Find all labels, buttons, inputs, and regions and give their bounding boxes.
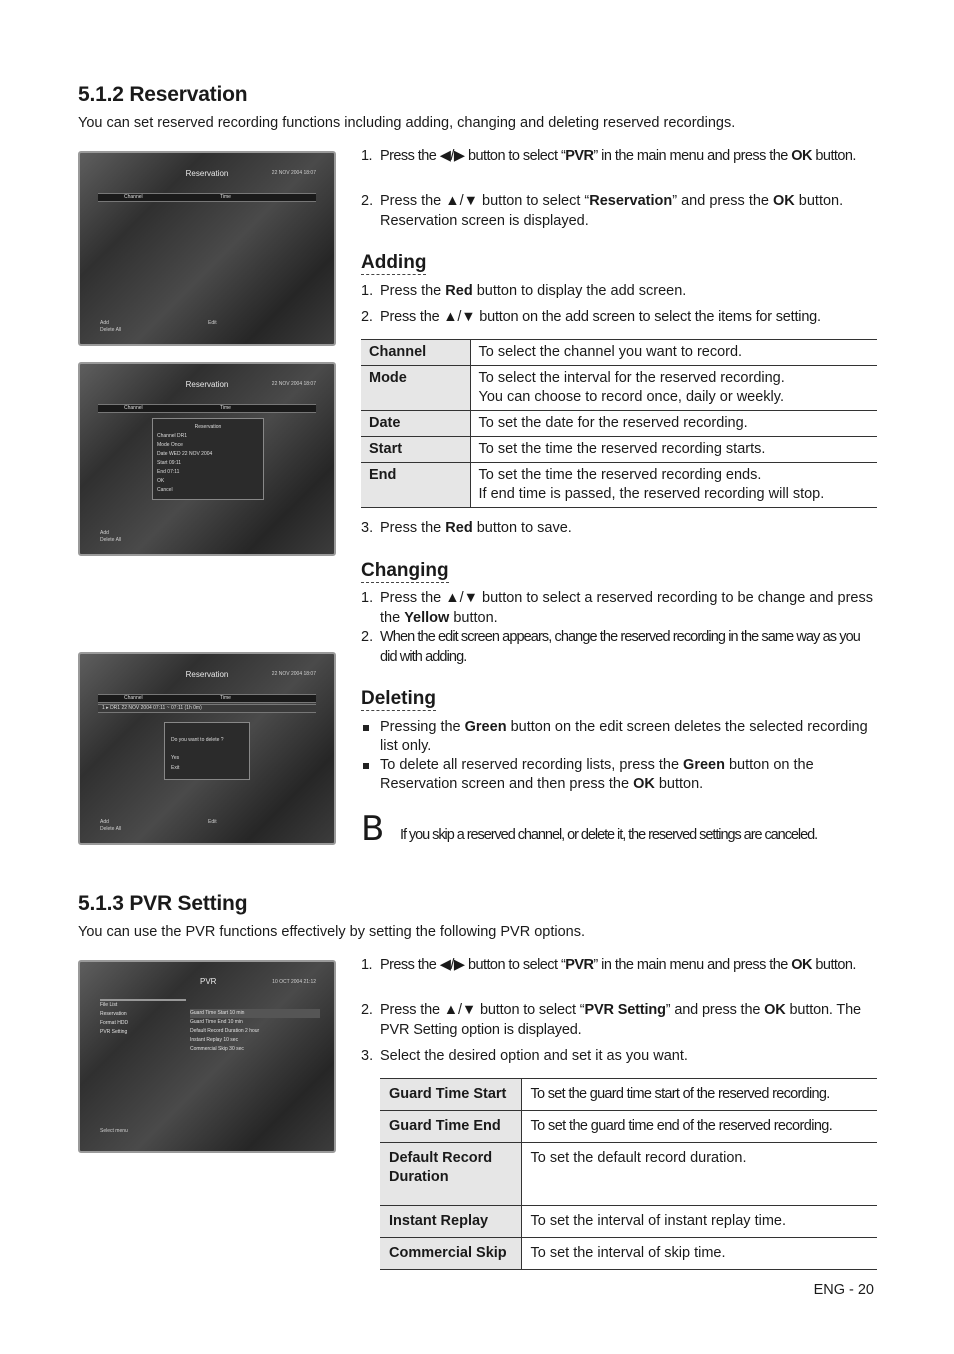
- table-value-line: To select the channel you want to record.: [478, 344, 743, 360]
- screen-col-time: Time: [220, 405, 231, 411]
- section-heading-reservation: 5.1.2 Reservation: [78, 83, 248, 106]
- pvr-step-1: [361, 956, 877, 976]
- table-row: [361, 340, 877, 366]
- table-value-line: To set the date for the reserved recording.: [478, 415, 748, 431]
- step-text: button.: [449, 609, 498, 626]
- step-text: When the edit screen appears, change the reserved recording in the same way as you did with adding.: [380, 629, 860, 665]
- table-value-line: You can choose to record once, daily or weekly.: [478, 389, 784, 405]
- table-row: [380, 1111, 877, 1143]
- pvr-step-2: [361, 1001, 877, 1040]
- step-number: 1.: [361, 590, 374, 606]
- bullet-bold: OK: [633, 776, 655, 792]
- step-number: 1.: [361, 283, 374, 299]
- reservation-step-2: [361, 192, 877, 231]
- screen-footer-add: Add: [100, 530, 109, 536]
- screen-title: Reservation: [185, 169, 229, 178]
- bullet-text: button on the Reservation screen and then press the: [380, 757, 814, 792]
- table-key: End: [361, 463, 470, 508]
- pvr-side-menu: [100, 999, 186, 1037]
- reservation-step-1: [361, 147, 877, 167]
- table-value: [470, 411, 877, 437]
- step-text: ” and press the: [672, 193, 774, 209]
- deleting-bullet-1: [361, 718, 877, 756]
- delete-confirm-dialog: [164, 722, 250, 780]
- step-text: Press the: [380, 520, 446, 536]
- table-key: Channel: [361, 340, 470, 366]
- reservation-screen-image: [78, 151, 336, 346]
- screen-list-row: 1 ▸ DR1 22 NOV 2004 07:11 ~ 07:11 (1h 0m): [98, 704, 316, 713]
- deleting-heading: Deleting: [361, 688, 436, 709]
- screen-ok-label: Edit: [208, 320, 217, 326]
- pvr-option-row: Instant Replay 10 sec: [190, 1037, 239, 1043]
- table-key: Instant Replay: [380, 1206, 521, 1238]
- reservation-intro: You can set reserved recording functions including adding, changing and deleting reserved recordings.: [78, 115, 736, 131]
- screen-column-bar: [98, 404, 316, 413]
- changing-step-1: [361, 589, 877, 628]
- add-dialog-row: Mode Once: [157, 442, 183, 448]
- screen-col-channel: Channel: [124, 194, 143, 200]
- screen-date: 22 NOV 2004 18:07: [271, 170, 316, 176]
- step-number: 3.: [361, 1048, 374, 1064]
- reservation-delete-screen-image: [78, 652, 336, 845]
- table-row: [361, 411, 877, 437]
- note-text: If you skip a reserved channel, or delete it, the reserved settings are canceled.: [400, 827, 818, 843]
- screen-footer-add: Add: [100, 819, 109, 825]
- table-value: To set the interval of skip time.: [521, 1238, 877, 1270]
- page-number: ENG - 20: [813, 1282, 874, 1298]
- step-bold: OK: [791, 148, 812, 164]
- step-number: 2.: [361, 1002, 373, 1018]
- step-number: 2.: [361, 193, 374, 209]
- screen-col-channel: Channel: [124, 695, 143, 701]
- adding-step-2: [361, 308, 877, 328]
- table-value: [470, 463, 877, 508]
- table-value-line: To select the interval for the reserved recording.: [478, 370, 785, 386]
- screen-footer-delete: Delete All: [100, 327, 122, 333]
- bullet-text: To delete all reserved recording lists, press the: [380, 757, 684, 773]
- table-value: To set the guard time start of the reserved recording.: [521, 1079, 877, 1111]
- table-value: To set the interval of instant replay time.: [521, 1206, 877, 1238]
- pvr-screen-footer: Select menu: [100, 1128, 128, 1134]
- step-text: button.: [811, 957, 856, 973]
- screen-footer-delete: Delete All: [100, 826, 122, 832]
- step-number: 2.: [361, 629, 374, 645]
- table-value: To set the guard time end of the reserved recording.: [521, 1111, 877, 1143]
- pvr-menu-item: Reservation: [100, 1011, 127, 1017]
- confirm-question: Do you want to delete ?: [171, 737, 224, 743]
- add-dialog-title: Reservation: [194, 424, 222, 430]
- step-bold: Reservation: [589, 193, 673, 209]
- screen-column-bar: [98, 694, 316, 703]
- table-key: Commercial Skip: [380, 1238, 521, 1270]
- bullet-text: button.: [654, 776, 704, 792]
- bullet-square: [363, 725, 369, 731]
- table-value-line: To set the time the reserved recording starts.: [478, 441, 766, 457]
- screen-title: Reservation: [185, 670, 229, 679]
- pvr-options-table: [380, 1078, 877, 1270]
- screen-ok-label: Edit: [208, 819, 217, 825]
- add-dialog-row: Start 09:11: [157, 460, 182, 466]
- step-text: Press the: [380, 283, 446, 299]
- step-text: button. Reservation screen is displayed.: [380, 193, 844, 229]
- pvr-menu-item: File List: [100, 1002, 118, 1008]
- adding-step-3: [361, 519, 877, 539]
- step-bold: OK: [764, 1002, 786, 1018]
- adding-heading: Adding: [361, 252, 427, 273]
- reservation-add-screen-image: [78, 362, 336, 556]
- step-bold: OK: [773, 193, 795, 209]
- table-key: Start: [361, 437, 470, 463]
- add-dialog-row: Channel DR1: [157, 433, 188, 439]
- screen-date: 22 NOV 2004 18:07: [271, 381, 316, 387]
- step-text: ” in the main menu and press the: [593, 957, 792, 973]
- confirm-yes: Yes: [171, 755, 180, 761]
- note-icon: B: [361, 809, 385, 849]
- step-number: 2.: [361, 309, 373, 325]
- step-text: button to save.: [472, 520, 572, 536]
- pvr-screen-title: PVR: [200, 977, 217, 986]
- step-text: Press the ▲/▼ button to select “: [380, 193, 590, 209]
- step-text: ” in the main menu and press the: [593, 148, 792, 164]
- table-key: Default Record Duration: [380, 1143, 521, 1206]
- pvr-step-3: [361, 1047, 877, 1067]
- step-number: 1.: [361, 957, 372, 973]
- bullet-bold: Green: [464, 719, 507, 735]
- section-heading-pvr-setting: 5.1.3 PVR Setting: [78, 892, 248, 915]
- pvr-setting-intro: You can use the PVR functions effectively by setting the following PVR options.: [78, 924, 585, 940]
- table-key: Guard Time Start: [380, 1079, 521, 1111]
- step-text: Press the ▲/▼ button on the add screen to select the items for setting.: [380, 309, 821, 325]
- step-bold: Red: [445, 520, 473, 536]
- pvr-menu-item: PVR Setting: [100, 1029, 128, 1035]
- add-dialog-row: End 07:11: [157, 469, 180, 475]
- table-key: Mode: [361, 366, 470, 411]
- pvr-menu-item: Format HDD: [100, 1020, 129, 1026]
- step-text: ” and press the: [665, 1002, 765, 1018]
- bullet-bold: Green: [683, 757, 725, 773]
- pvr-option-row: Default Record Duration 2 hour: [190, 1028, 260, 1034]
- table-key: Guard Time End: [380, 1111, 521, 1143]
- step-text: button. The PVR Setting option is displayed.: [380, 1002, 861, 1038]
- bullet-square: [363, 763, 369, 769]
- bullet-text: button on the edit screen deletes the selected recording list only.: [380, 719, 868, 754]
- table-value: [470, 366, 877, 411]
- step-bold: PVR: [565, 957, 594, 973]
- step-text: Press the ◀/▶ button to select “: [380, 148, 566, 164]
- step-bold: Yellow: [404, 609, 450, 626]
- table-value: [470, 340, 877, 366]
- changing-step-2: [361, 628, 877, 667]
- pvr-option-row: Guard Time End 10 min: [190, 1019, 243, 1025]
- table-row: [380, 1143, 877, 1206]
- step-text: button.: [811, 148, 856, 164]
- screen-footer-delete: Delete All: [100, 537, 122, 543]
- pvr-option-row: Guard Time Start 10 min: [190, 1009, 320, 1018]
- step-bold: PVR Setting: [584, 1002, 666, 1018]
- confirm-no: Exit: [171, 765, 180, 771]
- table-value-line: If end time is passed, the reserved recording will stop.: [478, 486, 825, 502]
- table-row: [380, 1079, 877, 1111]
- pvr-setting-screen-image: [78, 960, 336, 1153]
- table-value: [470, 437, 877, 463]
- step-text: Press the ◀/▶ button to select “: [380, 957, 566, 973]
- table-key: Date: [361, 411, 470, 437]
- step-bold: PVR: [565, 148, 594, 164]
- table-value: To set the default record duration.: [521, 1143, 877, 1206]
- screen-footer: [100, 320, 121, 334]
- pvr-screen-date: 10 OCT 2004 21:12: [272, 979, 316, 985]
- table-row: [361, 463, 877, 508]
- add-dialog-row: OK: [157, 478, 165, 484]
- screen-col-time: Time: [220, 194, 231, 200]
- step-number: 3.: [361, 520, 374, 536]
- step-text: Press the ▲/▼ button to select a reserved recording to be change and press the: [380, 590, 873, 626]
- adding-options-table: [361, 339, 877, 508]
- table-row: [380, 1206, 877, 1238]
- pvr-options-list: [190, 1009, 320, 1054]
- step-number: 1.: [361, 148, 372, 164]
- step-text: button to display the add screen.: [472, 283, 687, 299]
- add-dialog: [152, 418, 264, 500]
- bullet-text: Pressing the: [380, 719, 465, 735]
- step-text: Press the ▲/▼ button to select “: [380, 1002, 585, 1018]
- screen-col-channel: Channel: [124, 405, 143, 411]
- changing-heading: Changing: [361, 560, 449, 581]
- screen-footer: [100, 819, 121, 833]
- screen-footer-add: Add: [100, 320, 109, 326]
- table-row: [361, 366, 877, 411]
- deleting-bullet-2: [361, 756, 877, 794]
- adding-step-1: [361, 282, 877, 302]
- screen-column-bar: [98, 193, 316, 202]
- screen-footer: [100, 530, 121, 544]
- step-bold: OK: [791, 957, 812, 973]
- add-dialog-row: Cancel: [157, 487, 173, 493]
- add-dialog-row: Date WED 22 NOV 2004: [157, 451, 213, 457]
- step-text: Select the desired option and set it as you want.: [380, 1048, 688, 1064]
- screen-date: 22 NOV 2004 18:07: [271, 671, 316, 677]
- screen-col-time: Time: [220, 695, 231, 701]
- table-value-line: To set the time the reserved recording ends.: [478, 467, 762, 483]
- table-row: [380, 1238, 877, 1270]
- pvr-option-row: Commercial Skip 30 sec: [190, 1046, 244, 1052]
- step-bold: Red: [445, 283, 473, 299]
- screen-title: Reservation: [185, 380, 229, 389]
- table-row: [361, 437, 877, 463]
